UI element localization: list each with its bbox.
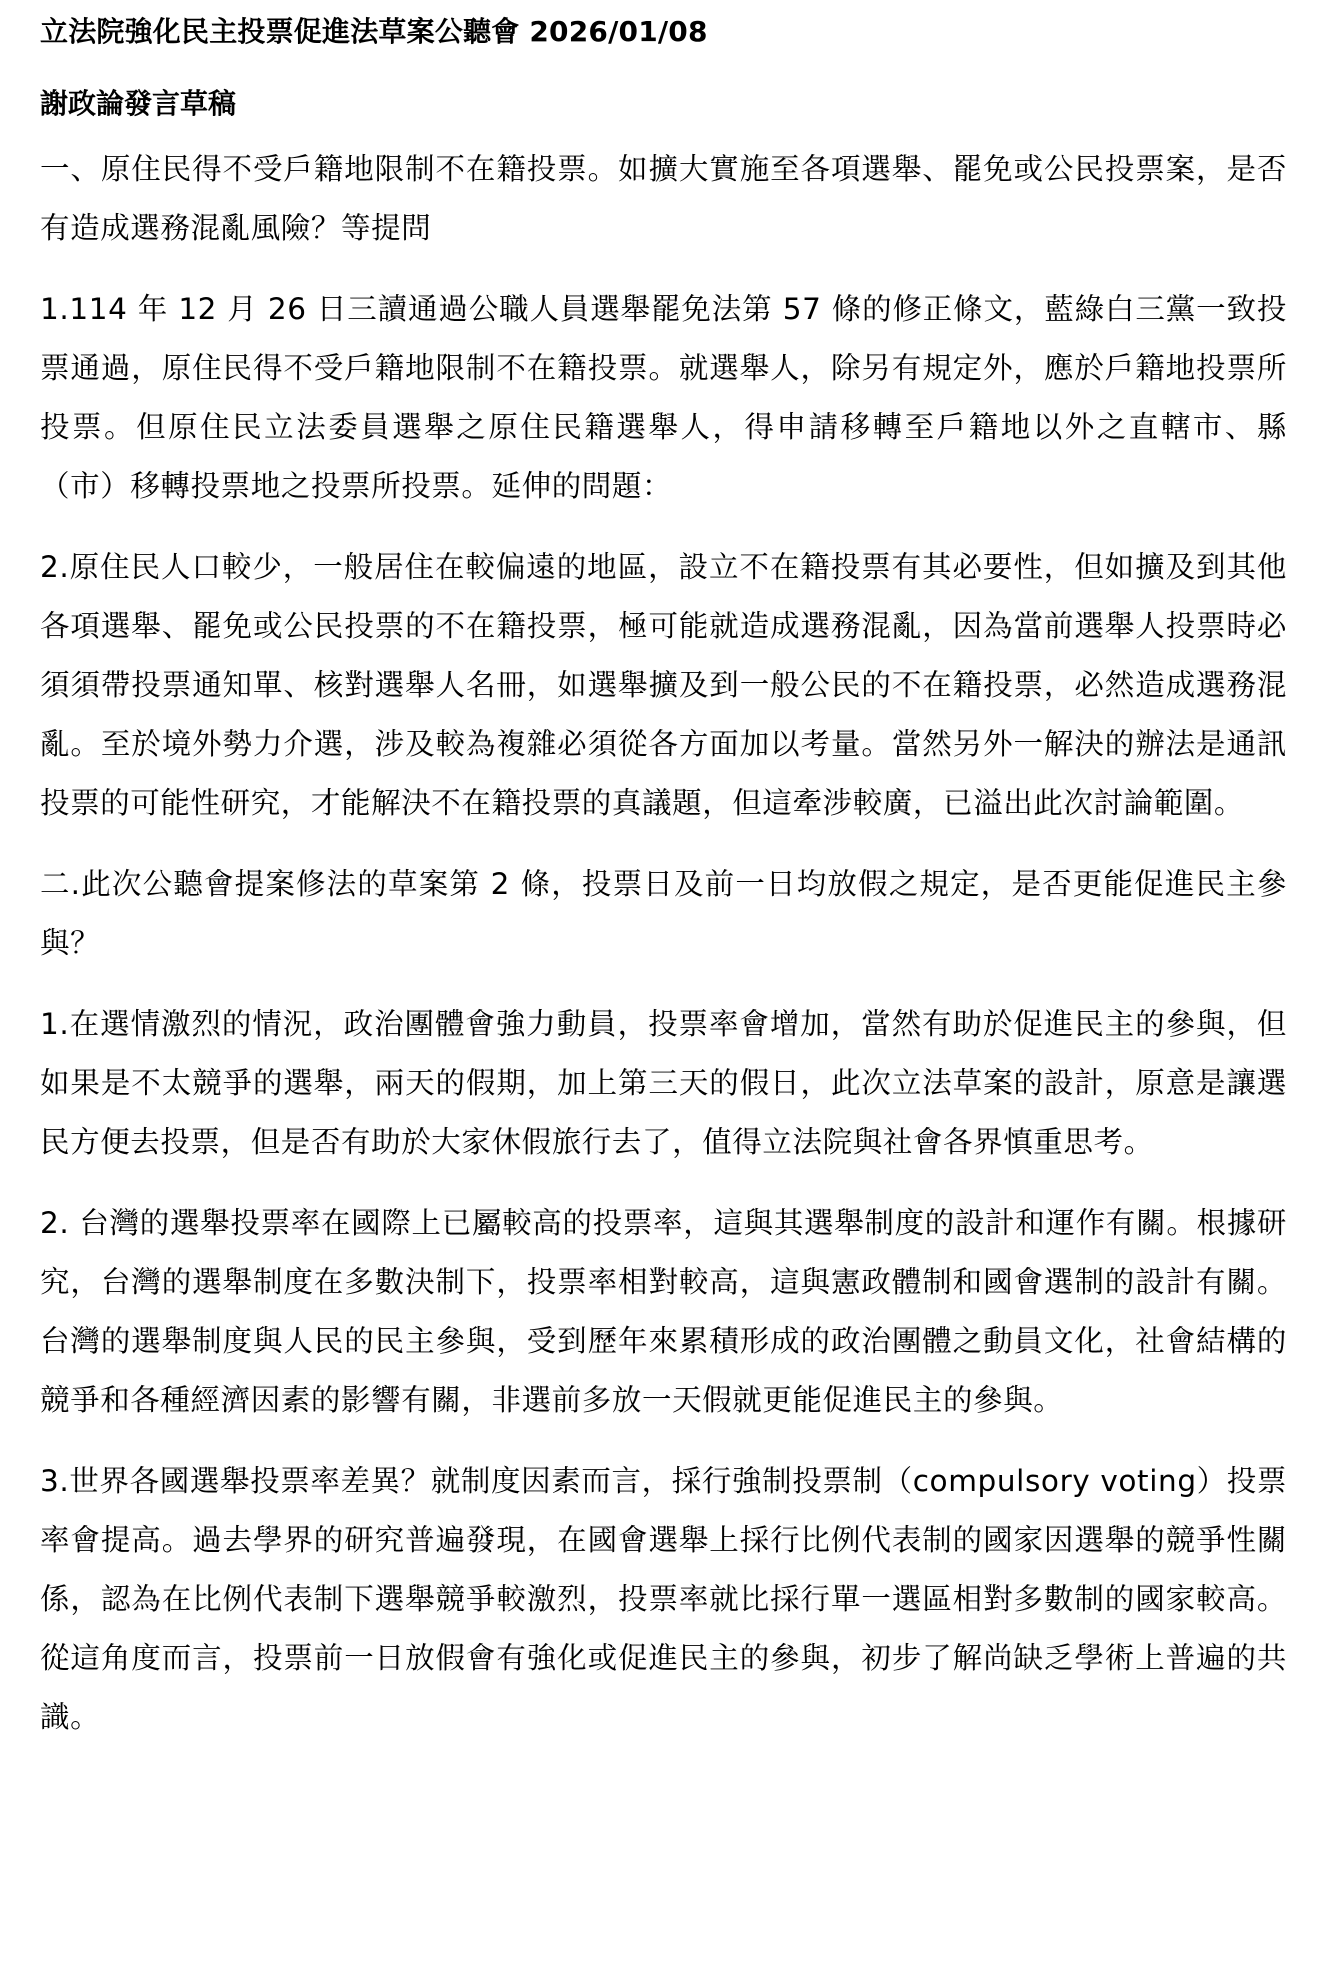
paragraph-2-3: 3.世界各國選舉投票率差異？就制度因素而言，採行強制投票制（compulsory voting）投票率會提高。過去學界的研究普遍發現，在國會選舉上採行比例代表制的國家因選舉的競爭性關係，認為在比例代表制下選舉競爭較激烈，投票率就比採行單一選區相對多數制的國家較高。從這角度而言，投票前一日放假會有強化或促進民主的參與，初步了解尚缺乏學術上普遍的共識。 — [40, 1464, 1287, 1734]
paragraph-1-2: 2.原住民人口較少，一般居住在較偏遠的地區，設立不在籍投票有其必要性，但如擴及到其他各項選舉、罷免或公民投票的不在籍投票，極可能就造成選務混亂，因為當前選舉人投票時必須須帶投票通知單、核對選舉人名冊，如選舉擴及到一般公民的不在籍投票，必然造成選務混亂。至於境外勢力介選，涉及較為複雜必須從各方面加以考量。當然另外一解決的辦法是通訊投票的可能性研究，才能解決不在籍投票的真議題，但這牽涉較廣，已溢出此次討論範圍。 — [40, 550, 1287, 820]
paragraph-2-1: 1.在選情激烈的情況，政治團體會強力動員，投票率會增加，當然有助於促進民主的參與，但如果是不太競爭的選舉，兩天的假期，加上第三天的假日，此次立法草案的設計，原意是讓選民方便去投票，但是否有助於大家休假旅行去了，值得立法院與社會各界慎重思考。 — [40, 1007, 1287, 1159]
section-one-heading: 一、原住民得不受戶籍地限制不在籍投票。如擴大實施至各項選舉、罷免或公民投票案，是否有造成選務混亂風險？等提問 — [40, 152, 1287, 245]
paragraph-1-1: 1.114 年 12 月 26 日三讀通過公職人員選舉罷免法第 57 條的修正條文，藍綠白三黨一致投票通過，原住民得不受戶籍地限制不在籍投票。就選舉人，除另有規定外，應於戶籍地投票所投票。但原住民立法委員選舉之原住民籍選舉人，得申請移轉至戶籍地以外之直轄市、縣（市）移轉投票地之投票所投票。延伸的問題： — [40, 292, 1287, 503]
document-title: 立法院強化民主投票促進法草案公聽會 2026/01/08 — [40, 15, 708, 48]
section-two-heading: 二.此次公聽會提案修法的草案第 2 條，投票日及前一日均放假之規定，是否更能促進民主參與？ — [40, 867, 1287, 960]
document-subtitle: 謝政論發言草稿 — [40, 87, 237, 120]
paragraph-2-2: 2. 台灣的選舉投票率在國際上已屬較高的投票率，這與其選舉制度的設計和運作有關。根據研究，台灣的選舉制度在多數決制下，投票率相對較高，這與憲政體制和國會選制的設計有關。台灣的選舉制度與人民的民主參與，受到歷年來累積形成的政治團體之動員文化，社會結構的競爭和各種經濟因素的影響有關，非選前多放一天假就更能促進民主的參與。 — [40, 1206, 1287, 1417]
